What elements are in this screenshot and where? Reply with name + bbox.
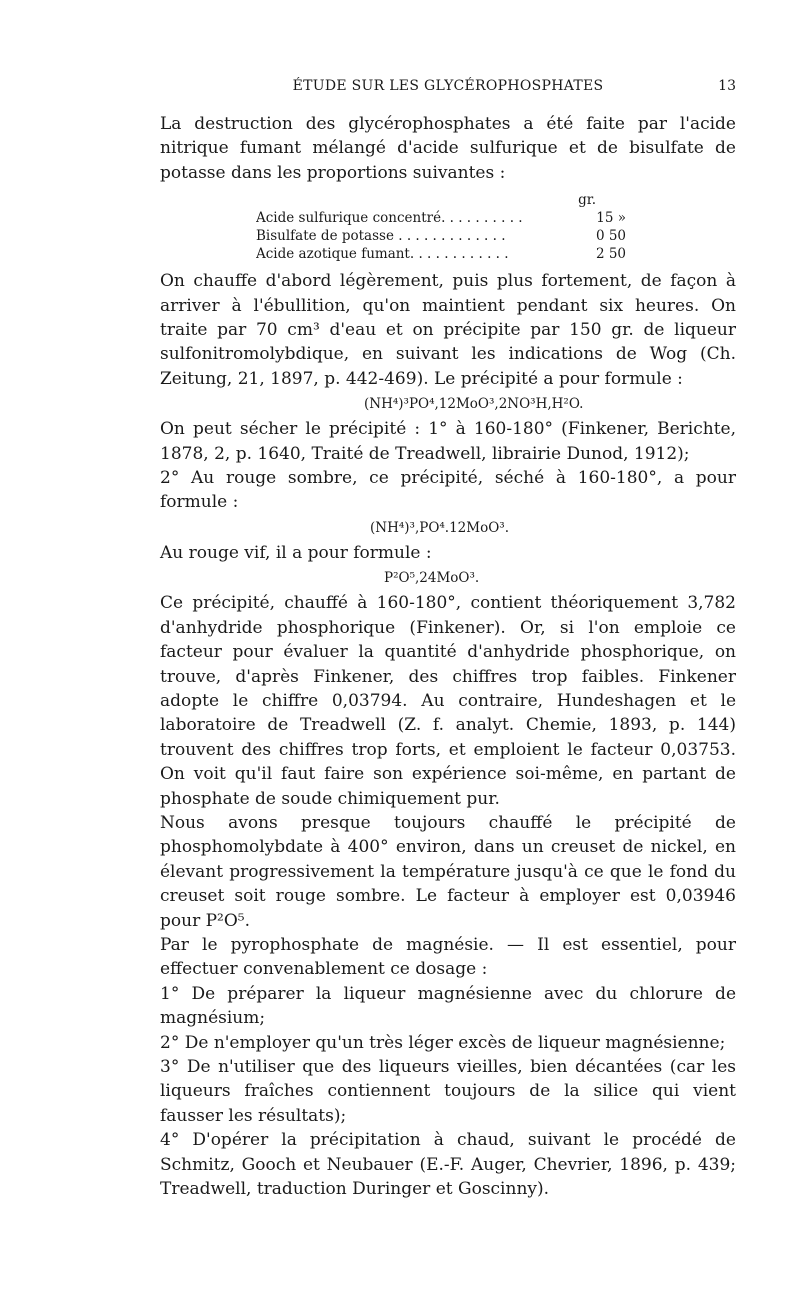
row-value: 0 50 [595, 228, 626, 245]
formula-dark-red: (NH⁴)³,PO⁴.12MoO³. [370, 519, 509, 536]
table-row [256, 245, 656, 263]
proportions-table [256, 191, 656, 263]
paragraph-intro: La destruction des glycérophosphates a été faite par l'acide nitrique fumant mélangé d'acide sulfurique et de bisulfate de potasse dans les proportions suivantes : [160, 114, 736, 183]
page-number: 13 [718, 78, 736, 94]
row-label: Acide sulfurique concentré. . . . . . . . . . [256, 210, 523, 227]
unit-label: gr. [578, 192, 596, 209]
row-value: 15 » [596, 210, 626, 227]
paragraph-dark-red: 2° Au rouge sombre, ce précipité, séché à 160-180°, a pour formule : [160, 468, 736, 513]
formula-precipitate: (NH⁴)³PO⁴,12MoO³,2NO³H,H²O. [364, 396, 584, 413]
list-item: 4° D'opérer la précipitation à chaud, suivant le procédé de Schmitz, Gooch et Neubauer (E.-F. Auger, Chevrier, 1896, p. 439; Treadwell, traduction Duringer et Goscinny). [160, 1130, 736, 1200]
list-item: 1° De préparer la liqueur magnésienne avec du chlorure de magnésium; [160, 983, 736, 1029]
list-item: 2° De n'employer qu'un très léger excès de liqueur magnésienne; [160, 1032, 726, 1053]
table-row [256, 209, 656, 227]
paragraph-drying: On peut sécher le précipité : 1° à 160-180° (Finkener, Berichte, 1878, 2, p. 1640, Traité de Treadwell, librairie Dunod, 1912); [160, 419, 736, 464]
row-value: 2 50 [595, 246, 626, 263]
header-title: ÉTUDE SUR LES GLYCÉROPHOSPHATES [292, 78, 604, 94]
list-item: 3° De n'utiliser que des liqueurs vieilles, bien décantées (car les liqueurs fraîches contiennent toujours de la silice qui vient fausser les résultats); [160, 1057, 736, 1126]
table-row [256, 227, 656, 245]
running-header [160, 78, 736, 98]
paragraph-pyrophosphate: Par le pyrophosphate de magnésie. — Il est essentiel, pour effectuer convenablement ce dosage : [160, 934, 736, 980]
page-body [160, 112, 736, 1201]
row-label: Bisulfate de potasse . . . . . . . . . . . . . [256, 228, 506, 245]
paragraph-nickel: Nous avons presque toujours chauffé le précipité de phosphomolybdate à 400° environ, dans un creuset de nickel, en élevant progressivement la température jusqu'à ce que le fond du creuset soit rouge sombre. Le facteur à employer est 0,03946 pour P²O⁵. [160, 812, 736, 931]
paragraph-heating: On chauffe d'abord légèrement, puis plus fortement, de façon à arriver à l'ébullition, qu'on maintient pendant six heures. On traite par 70 cm³ d'eau et on précipite par 150 gr. de liqueur sulfonitromolybdique, en suivant les indications de Wog (Ch. Zeitung, 21, 1897, p. 442-469). Le précipité a pour formule : [160, 271, 736, 389]
formula-bright-red: P²O⁵,24MoO³. [384, 570, 480, 587]
paragraph-factor: Ce précipité, chauffé à 160-180°, contient théoriquement 3,782 d'anhydride phosphorique (Finkener). Or, si l'on emploie ce facteur pour évaluer la quantité d'anhydride phosphorique, on trouve, d'après Finkener, des chiffres trop faibles. Finkener adopte le chiffre 0,03794. Au contraire, Hundeshagen et le laboratoire de Treadwell (Z. f. analyt. Chemie, 1893, p. 144) trouvent des chiffres trop forts, et emploient le facteur 0,03753. On voit qu'il faut faire son expérience soi-même, en partant de phosphate de soude chimiquement pur. [160, 593, 736, 809]
row-label: Acide azotique fumant. . . . . . . . . . . . [256, 246, 509, 263]
paragraph-bright-red: Au rouge vif, il a pour formule : [160, 542, 432, 563]
